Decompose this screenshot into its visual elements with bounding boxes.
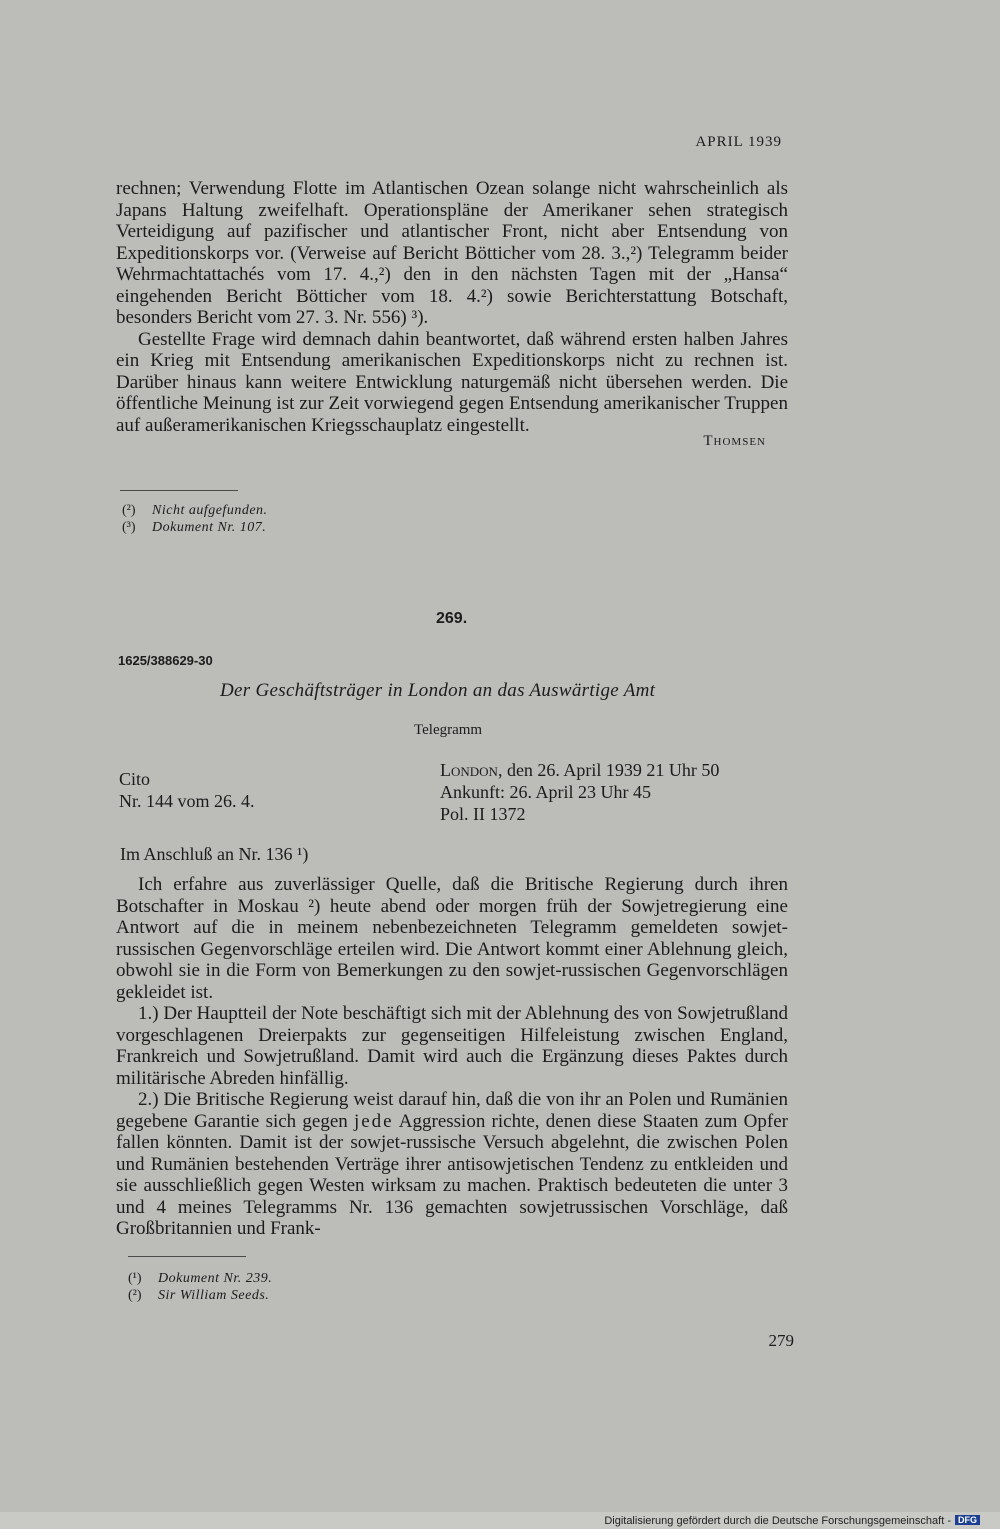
footnotes: [128, 1270, 272, 1304]
funding-footer: [604, 1515, 980, 1527]
paragraph: Gestellte Frage wird demnach dahin beantwortet, daß während ersten halben Jahres ein Krieg mit Entsendung amerikanischen Expeditionskorps nicht zu rechnen ist. Darüber hinaus kann weitere Entwicklung naturgemäß nicht übersehen werden. Die öffentliche Meinung ist zur Zeit vorwiegend gegen Entsendung amerikanischer Truppen auf außeramerikanischen Kriegsschauplatz eingestellt.: [116, 328, 788, 436]
document-body: [116, 874, 788, 1240]
paragraph: Ich erfahre aus zuverlässiger Quelle, daß die Britische Regierung durch ihren Botschafter in Moskau ²) heute abend oder morgen früh der Sowjetregierung eine Antwort auf die in meinem nebenbezeichneten Telegramm gemeldeten sowjet-russischen Gegenvorschläge erteilen wird. Die Antwort kommt einer Ablehnung gleich, obwohl sie in die Form von Bemerkungen zu den sowjet-russischen Gegenvorschlägen gekleidet ist.: [116, 874, 788, 1003]
running-head: APRIL 1939: [695, 134, 782, 150]
paragraph: 1.) Der Hauptteil der Note beschäftigt sich mit der Ablehnung des von Sowjetrußland vorgeschlagenen Dreierpakts zur gegenseitigen Hilfeleistung zwischen England, Frankreich und Sowjetrußland. Damit wird auch die Ergänzung dieses Paktes durch militärische Abreden hinfällig.: [116, 1003, 788, 1089]
footer-text: Digitalisierung gefördert durch die Deutsche Forschungsgemeinschaft -: [604, 1515, 951, 1527]
footnote: (²) Nicht aufgefunden.: [122, 503, 268, 518]
telegram-priority: Cito Nr. 144 vom 26. 4.: [119, 769, 255, 811]
footnote: (¹) Dokument Nr. 239.: [128, 1271, 273, 1286]
footnote-divider: [120, 490, 238, 491]
footnote-divider: [128, 1256, 246, 1257]
footnotes-previous: [122, 502, 268, 536]
paragraph: 2.) Die Britische Regierung weist darauf hin, daß die von ihr an Polen und Rumänien gegebene Garantie sich gegen jede Aggression richte, denen diese Staaten zum Opfer fallen könnten. Damit ist der sowjet-russische Versuch abgelehnt, die zwischen Polen und Rumänien bestehenden Verträge ihrer antisowjetischen Tendenz zu entkleiden und sie ausschließlich gegen Westen wirksam zu machen. Praktisch bedeuteten die unter 3 und 4 meines Telegramms Nr. 136 gemachten sowjetrussischen Vorschläge, daß Großbritannien und Frank-: [116, 1089, 788, 1239]
signature: Thomsen: [703, 433, 766, 449]
footnote: (³) Dokument Nr. 107.: [122, 520, 267, 535]
document-number: 269.: [436, 610, 468, 627]
previous-document-body: [116, 178, 788, 436]
footnote: (²) Sir William Seeds.: [128, 1288, 270, 1303]
reference-line: Im Anschluß an Nr. 136 ¹): [120, 844, 309, 864]
document-type: Telegramm: [414, 722, 483, 738]
file-reference: 1625/388629-30: [118, 653, 213, 668]
paragraph: rechnen; Verwendung Flotte im Atlantischen Ozean solange nicht wahrscheinlich als Japans Haltung zweifelhaft. Operationspläne der Amerikaner sehen strategisch Verteidigung auf pazifischer und atlantischer Front, nicht aber Entsendung von Expeditionskorps vor. (Verweise auf Bericht Bötticher vom 28. 3.,²) Telegramm beider Wehrmachtattachés vom 17. 4.,²) den in den nächsten Tagen mit der „Hansa“ eingehenden Bericht Bötticher vom 18. 4.²) sowie Berichterstattung Botschaft, besonders Bericht vom 27. 3. Nr. 556) ³).: [116, 178, 788, 328]
dfg-logo: DFG: [955, 1515, 980, 1525]
document-title: Der Geschäftsträger in London an das Auswärtige Amt: [220, 680, 656, 701]
page-number: 279: [768, 1331, 794, 1350]
telegram-dateline: London, den 26. April 1939 21 Uhr 50 Ankunft: 26. April 23 Uhr 45 Pol. II 1372: [440, 760, 720, 824]
